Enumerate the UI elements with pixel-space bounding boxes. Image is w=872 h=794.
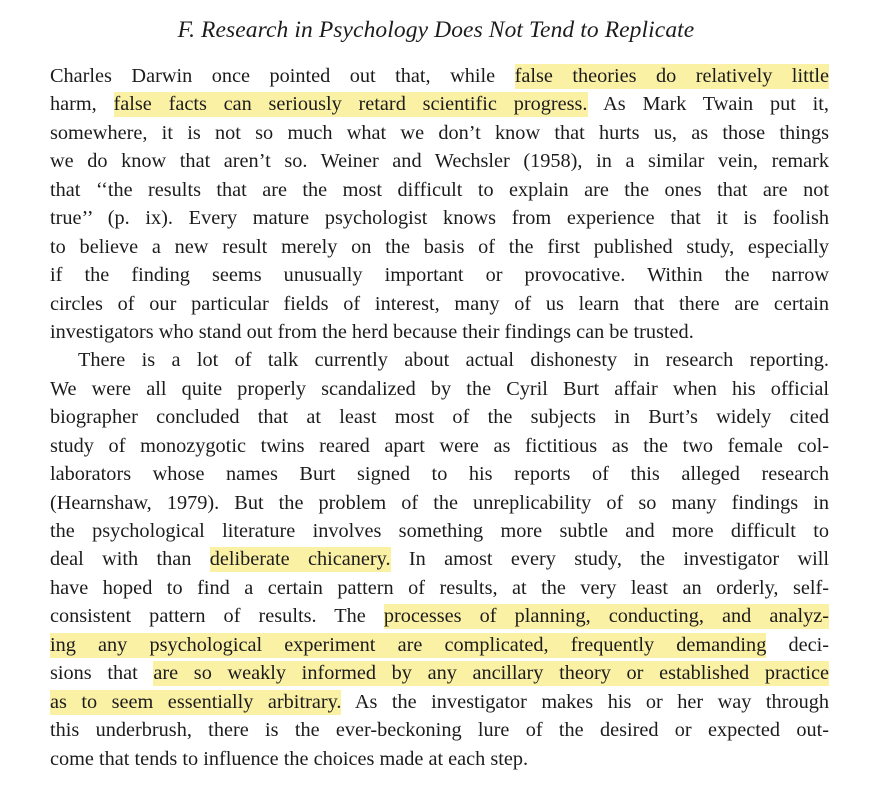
text-line: [50, 517, 829, 545]
text-line: [50, 745, 829, 773]
text-line: [50, 688, 829, 716]
text-run: As Mark Twain put it,: [587, 93, 829, 116]
text-line: [50, 261, 829, 289]
highlighted-text: are so weakly informed by any ancillary theory or established practice: [153, 662, 830, 685]
text-run: to believe a new result merely on the basis of the first published study, especially: [50, 235, 829, 258]
text-run: have hoped to find a certain pattern of results, at the very least an orderly, self-: [50, 576, 829, 599]
text-line: [50, 346, 829, 374]
text-run: if the finding seems unusually important or provocative. Within the narrow: [50, 264, 829, 287]
text-run: circles of our particular fields of interest, many of us learn that there are certain: [50, 292, 829, 315]
text-run: Charles Darwin once pointed out that, while: [50, 65, 515, 87]
text-line: [50, 432, 829, 460]
text-line: [50, 659, 829, 687]
text-run: investigators who stand out from the herd because their findings can be trusted.: [50, 320, 694, 343]
text-line: [50, 716, 829, 744]
text-run: We were all quite properly scandalized by the Cyril Burt affair when his official: [50, 377, 829, 400]
text-line: [50, 290, 829, 318]
text-run: biographer concluded that at least most of the subjects in Burt’s widely cited: [50, 406, 829, 429]
text-run: that ‘‘the results that are the most difficult to explain are the ones that are not: [50, 178, 829, 201]
text-run: As the investigator makes his or her way through: [341, 690, 829, 713]
text-line: [50, 204, 829, 232]
text-line: [50, 119, 829, 147]
text-run: In amost every study, the investigator will: [390, 548, 830, 571]
highlighted-text: as to seem essentially arbitrary.: [50, 690, 342, 713]
text-line: [50, 489, 829, 517]
text-run: the psychological literature involves something more subtle and more difficult to: [50, 520, 829, 542]
highlighted-text: processes of planning, conducting, and analyz-: [383, 605, 830, 628]
text-line: [50, 375, 829, 403]
text-run: come that tends to influence the choices made at each step.: [50, 747, 529, 770]
text-line: [50, 233, 829, 261]
text-line: [50, 176, 829, 204]
text-run: sions that: [50, 662, 154, 685]
highlighted-text: false theories do relatively little: [514, 65, 829, 87]
paragraph-2: [50, 346, 829, 773]
text-line: [50, 147, 829, 175]
highlighted-text: false facts can seriously retard scientific progress.: [113, 93, 588, 116]
text-run: consistent pattern of results. The: [50, 605, 384, 628]
text-line: [50, 602, 829, 630]
paragraph-1: [50, 62, 829, 346]
text-line: [50, 62, 829, 90]
highlighted-text: deliberate chicanery.: [209, 548, 391, 571]
text-line: [50, 631, 829, 659]
text-run: true’’ (p. ix). Every mature psychologist knows from experience that it is foolish: [50, 207, 829, 230]
text-run: study of monozygotic twins reared apart were as fictitious as the two female col-: [50, 434, 829, 457]
text-run: laborators whose names Burt signed to his reports of this alleged research: [50, 463, 829, 486]
text-line: [50, 574, 829, 602]
text-run: deal with than: [50, 548, 210, 571]
text-run: harm,: [50, 93, 114, 116]
text-run: There is a lot of talk currently about actual dishonesty in research reporting.: [78, 349, 829, 372]
text-line: [50, 545, 829, 573]
section-heading: F. Research in Psychology Does Not Tend to Replicate: [177, 17, 695, 43]
text-line: [50, 403, 829, 431]
text-run: somewhere, it is not so much what we don’t know that hurts us, as those things: [50, 121, 829, 144]
text-run: we do know that aren’t so. Weiner and Wechsler (1958), in a similar vein, remark: [50, 150, 829, 173]
body-text: [50, 62, 829, 773]
text-line: [50, 90, 829, 118]
text-run: this underbrush, there is the ever-beckoning lure of the desired or expected out-: [50, 719, 829, 742]
text-run: (Hearnshaw, 1979). But the problem of the unreplicability of so many findings in: [50, 491, 829, 514]
text-line: [50, 318, 829, 346]
text-line: [50, 460, 829, 488]
highlighted-text: ing any psychological experiment are complicated, frequently demanding: [50, 633, 767, 656]
text-run: deci-: [766, 633, 829, 656]
